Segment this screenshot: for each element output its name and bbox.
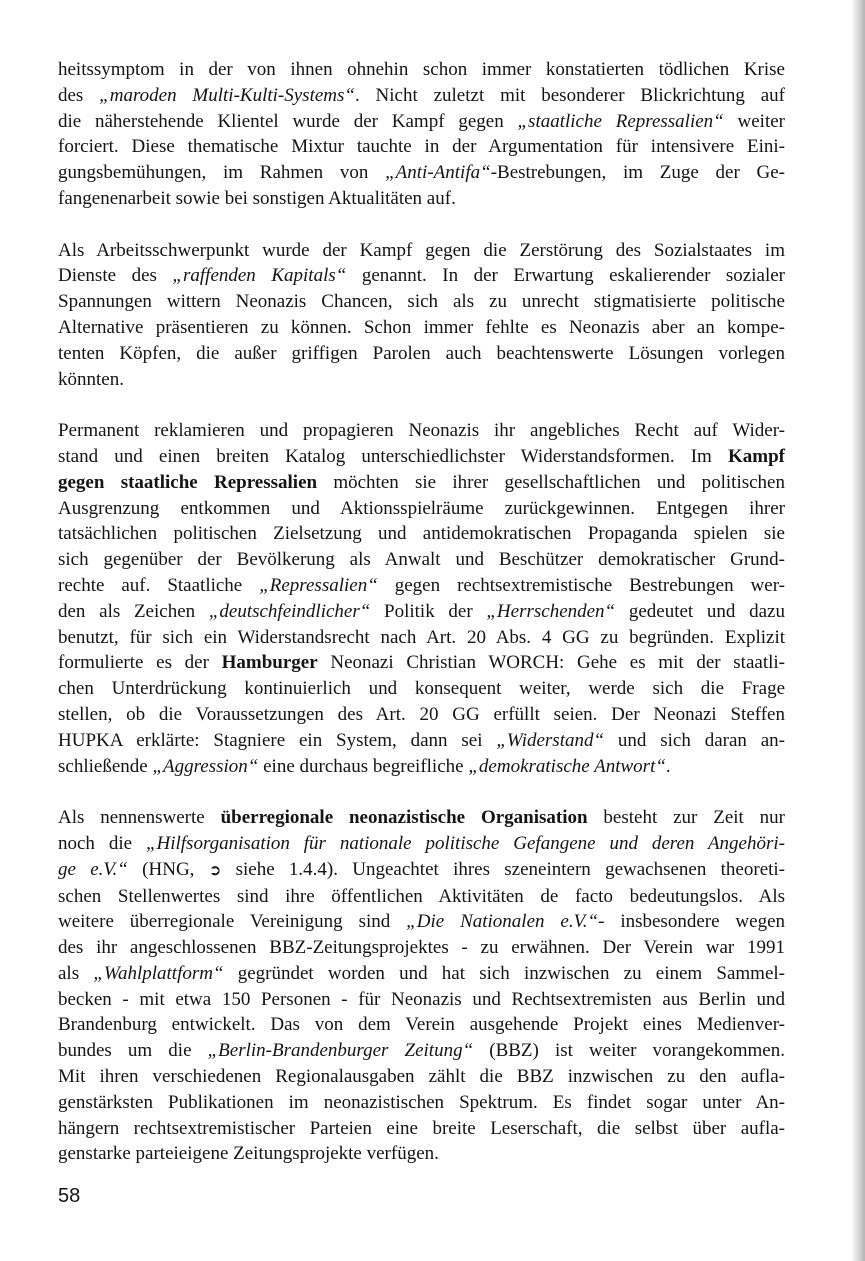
text-run: als — [58, 962, 94, 984]
text-run: gedeutet und dazu — [615, 600, 785, 622]
text-run: schen Stellenwertes sind ihre öffentlichen Aktivitäten de facto bedeutungslos. Als — [58, 885, 785, 907]
text-run: formulierte es der — [58, 652, 222, 674]
text-line — [58, 367, 785, 393]
text-line — [58, 238, 785, 264]
text-run: Als Arbeitsschwerpunkt wurde der Kampf gegen die Zerstörung des Sozialstaates im — [58, 239, 785, 261]
text-line — [58, 109, 785, 135]
text-line — [58, 754, 785, 780]
text-run: -Bestrebungen, im Zuge der Ge- — [490, 162, 786, 184]
text-run: genstärksten Publikationen im neonazistischen Spektrum. Es findet sogar unter An- — [58, 1091, 785, 1113]
paragraph-1 — [58, 57, 785, 212]
text-run: möchten sie ihrer gesellschaftlichen und politischen — [317, 471, 785, 493]
text-line — [58, 1116, 785, 1142]
text-line — [58, 444, 785, 470]
text-line — [58, 676, 785, 702]
text-run: Brandenburg entwickelt. Das von dem Verein ausgehende Projekt eines Medienver- — [58, 1014, 785, 1036]
text-run: und sich daran an- — [604, 729, 785, 751]
bold-text: gegen staatliche Repressalien — [58, 471, 318, 493]
text-run: benutzt, für sich ein Widerstandsrecht nach Art. 20 Abs. 4 GG zu begründen. Explizit — [58, 626, 785, 648]
text-line — [58, 702, 785, 728]
paragraph-4 — [58, 805, 785, 1167]
text-run: genstarke parteieigene Zeitungsprojekte verfügen. — [58, 1143, 439, 1165]
text-run: . Nicht zuletzt mit besonderer Blickrichtung auf — [354, 84, 785, 106]
text-run: Neonazi Christian WORCH: Gehe es mit der staatli- — [317, 652, 785, 674]
italic-quote: „Repressalien“ — [259, 574, 378, 596]
text-run: schließende — [58, 755, 153, 777]
page-number: 58 — [58, 1185, 81, 1207]
text-run: weiter — [723, 110, 785, 132]
text-line — [58, 599, 785, 625]
text-run: den als Zeichen — [58, 600, 209, 622]
text-run: Politik der — [370, 600, 487, 622]
text-run: gungsbemühungen, im Rahmen von — [58, 162, 386, 184]
text-run: . — [665, 755, 671, 777]
text-line — [58, 1012, 785, 1038]
text-line — [58, 547, 785, 573]
italic-quote: „deutschfeindlicher“ — [208, 600, 371, 622]
text-line — [58, 470, 785, 496]
text-run: (HNG, — [127, 858, 209, 880]
italic-quote: „Berlin-Brandenburger Zeitung“ — [207, 1040, 474, 1062]
text-run: Permanent reklamieren und propagieren Neonazis ihr angebliches Recht auf Wider- — [58, 420, 785, 442]
text-run: Spannungen wittern Neonazis Chancen, sich als zu unrecht stigmatisierte politische — [58, 291, 785, 313]
text-run: becken - mit etwa 150 Personen - für Neonazis und Rechtsextremisten aus Berlin und — [58, 988, 785, 1010]
text-line — [58, 289, 785, 315]
text-run: noch die — [58, 832, 146, 854]
bold-text: überregionale neonazistische Organisation — [220, 807, 588, 829]
bold-text: Kampf — [728, 445, 785, 467]
text-line — [58, 1141, 785, 1167]
text-run: eine durchaus begreifliche — [258, 755, 469, 777]
text-run: Mit ihren verschiedenen Regionalausgaben zählt die BBZ inzwischen zu den aufla- — [58, 1066, 785, 1088]
paragraph-3 — [58, 418, 785, 779]
cross-reference-arrow-icon: ➲ — [208, 860, 222, 879]
bold-text: Hamburger — [221, 652, 318, 674]
italic-quote: ge e.V.“ — [58, 858, 128, 880]
text-line — [58, 987, 785, 1013]
text-run: hängern rechtsextremistischer Parteien eine breite Leserschaft, die selbst über aufla- — [58, 1117, 785, 1139]
text-run: genannt. In der Erwartung eskalierender sozialer — [346, 265, 785, 287]
italic-quote: „Anti-Antifa“ — [385, 162, 491, 184]
text-run: tenten Köpfen, die außer griffigen Parolen auch beachtenswerte Lösungen vorlegen — [58, 342, 785, 364]
text-run: Als nennenswerte — [58, 807, 221, 829]
text-run: fangenenarbeit sowie bei sonstigen Aktualitäten auf. — [58, 187, 456, 209]
text-line — [58, 650, 785, 676]
text-line — [58, 315, 785, 341]
text-run: besteht zur Zeit nur — [587, 807, 785, 829]
italic-quote: „Hilfsorganisation für nationale politische Gefangene und deren Angehöri- — [145, 832, 785, 854]
text-run: (BBZ) ist weiter vorangekommen. — [473, 1040, 785, 1062]
text-line — [58, 573, 785, 599]
text-run: des ihr angeschlossenen BBZ-Zeitungsprojektes - zu erwähnen. Der Verein war 1991 — [58, 937, 785, 959]
text-line — [58, 1064, 785, 1090]
page-edge-shadow — [851, 0, 865, 1261]
text-line — [58, 1038, 785, 1064]
text-run: heitssymptom in der von ihnen ohnehin schon immer konstatierten tödlichen Krise — [58, 59, 785, 80]
text-run: stellen, ob die Voraussetzungen des Art. 20 GG erfüllt seien. Der Neonazi Steffen — [58, 703, 785, 725]
text-run: - insbesondere wegen — [598, 911, 786, 933]
text-run: HUPKA erklärte: Stagniere ein System, dann sei — [58, 729, 497, 751]
text-line — [58, 625, 785, 651]
text-run: sich gegenüber der Bevölkerung als Anwalt und Beschützer demokratischer Grund- — [58, 549, 785, 571]
text-line — [58, 909, 785, 935]
text-line — [58, 805, 785, 831]
text-line — [58, 884, 785, 910]
document-page — [58, 57, 785, 1193]
italic-quote: „demokratische Antwort“ — [468, 755, 666, 777]
text-run: siehe 1.4.4). Ungeachtet ihres szeneintern gewachsenen theoreti- — [221, 858, 786, 880]
text-run: des — [58, 84, 100, 106]
italic-quote: „Wahlplattform“ — [93, 962, 224, 984]
text-line — [58, 935, 785, 961]
italic-quote: „staatliche Repressalien“ — [517, 110, 724, 132]
text-run: Ausgrenzung entkommen und Aktionsspielräume zurückgewinnen. Entgegen ihrer — [58, 497, 785, 519]
text-line — [58, 83, 785, 109]
text-run: chen Unterdrückung kontinuierlich und konsequent weiter, werde sich die Frage — [58, 678, 785, 700]
paragraph-2 — [58, 238, 785, 393]
text-line — [58, 857, 785, 884]
text-line — [58, 186, 785, 212]
italic-quote: „Aggression“ — [152, 755, 259, 777]
text-line — [58, 341, 785, 367]
text-line — [58, 496, 785, 522]
text-run: stand und einen breiten Katalog unterschiedlichster Widerstandsformen. Im — [58, 445, 728, 467]
text-run: weitere überregionale Vereinigung sind — [58, 911, 407, 933]
text-line — [58, 521, 785, 547]
text-run: gegen rechtsextremistische Bestrebungen wer- — [377, 574, 785, 596]
text-line — [58, 160, 785, 186]
italic-quote: „maroden Multi-Kulti-Systems“ — [99, 84, 355, 106]
text-line — [58, 831, 785, 857]
text-line — [58, 134, 785, 160]
text-line — [58, 1090, 785, 1116]
italic-quote: „Herrschenden“ — [486, 600, 616, 622]
text-line — [58, 57, 785, 83]
text-run: tatsächlichen politischen Zielsetzung und antidemokratischen Propaganda spielen sie — [58, 523, 785, 545]
text-run: gegründet worden und hat sich inzwischen zu einem Sammel- — [223, 962, 786, 984]
text-line — [58, 263, 785, 289]
text-run: bundes um die — [58, 1040, 208, 1062]
text-run: forciert. Diese thematische Mixtur tauchte in der Argumentation für intensivere Eini- — [58, 136, 785, 158]
text-run: die näherstehende Klientel wurde der Kampf gegen — [58, 110, 518, 132]
text-line — [58, 418, 785, 444]
text-run: könnten. — [58, 368, 124, 390]
text-run: rechte auf. Staatliche — [58, 574, 260, 596]
text-line — [58, 961, 785, 987]
text-run: Dienste des — [58, 265, 173, 287]
italic-quote: „Die Nationalen e.V.“ — [406, 911, 599, 933]
text-line — [58, 728, 785, 754]
italic-quote: „raffenden Kapitals“ — [172, 265, 347, 287]
italic-quote: „Widerstand“ — [496, 729, 605, 751]
text-run: Alternative präsentieren zu können. Schon immer fehlte es Neonazis aber an kompe- — [58, 316, 785, 338]
